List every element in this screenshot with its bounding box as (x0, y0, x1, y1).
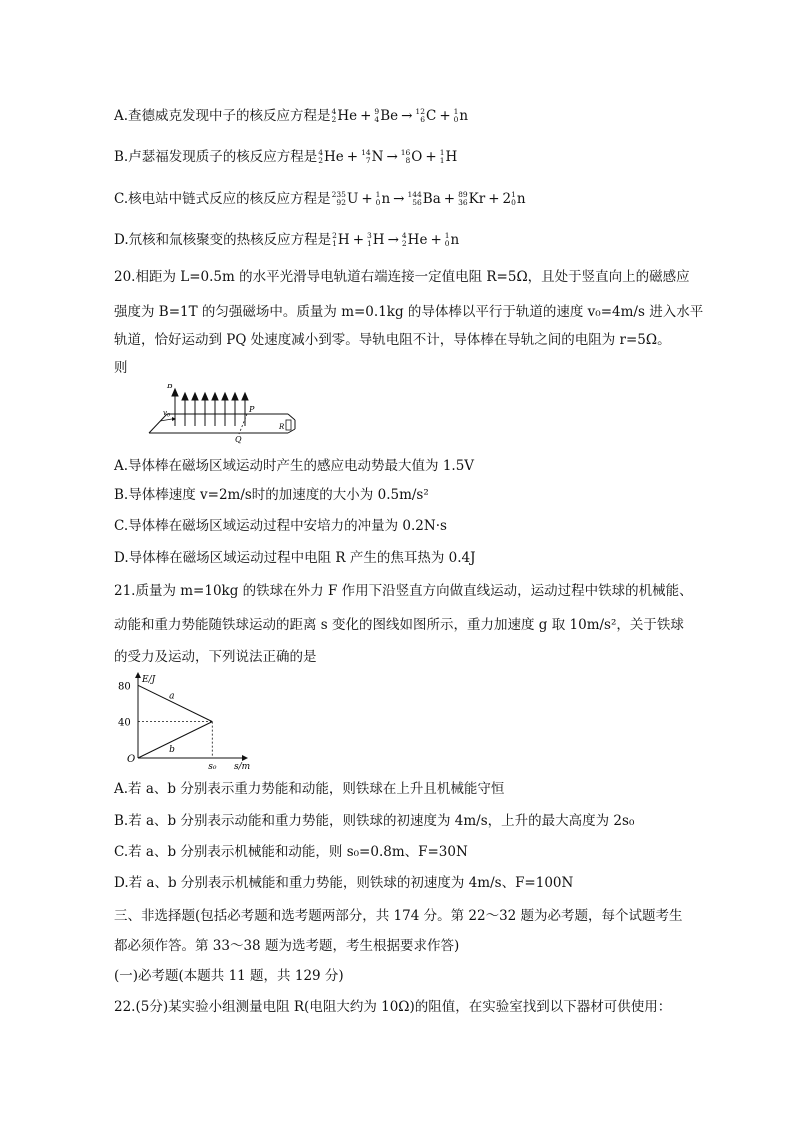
q20-fig-label-v: $v_0$ (163, 409, 171, 419)
nuclide-symbol: O (411, 149, 423, 165)
nuclide (374, 107, 398, 125)
q20-option-d: D.导体棒在磁场区域运动过程中电阻 R 产生的焦耳热为 0.4J (114, 550, 476, 566)
q19-option-c-text: C.核电站中链式反应的核反应方程是 (114, 191, 331, 207)
nuclide (402, 231, 428, 249)
nuclide (415, 107, 436, 125)
nuclide-symbol: n (450, 232, 460, 248)
nuclide (361, 148, 383, 166)
nuclide-mass-number: 1 (453, 106, 459, 116)
q19-option-b-equation (317, 149, 458, 165)
equation-operator: + (425, 149, 437, 165)
q19-option-d-text: D.氘核和氚核聚变的热核反应方程是 (114, 232, 332, 248)
nuclide-charge-number: 1 (332, 238, 337, 248)
q21-stem-line-3: 的受力及运动，下列说法正确的是 (114, 649, 317, 665)
q20-fig-label-q: Q (235, 435, 242, 444)
q20-fig-label-p: P (249, 405, 255, 414)
nuclide-charge-number: 6 (420, 114, 425, 124)
nuclide (407, 190, 440, 208)
y-axis-label: E/J (142, 675, 156, 685)
q20-option-c: C.导体棒在磁场区域运动过程中安培力的冲量为 0.2N·s (114, 518, 447, 534)
nuclide-charge-number: 2 (401, 238, 407, 248)
section3-line-3: (一)必考题(本题共 11 题，共 129 分) (114, 968, 344, 984)
nuclide-symbol: H (372, 232, 385, 248)
y-axis-arrow (135, 672, 141, 678)
nuclide (332, 107, 358, 125)
nuclide (401, 148, 423, 166)
q19-option-d (114, 231, 460, 249)
section3-line-1: 三、非选择题(包括必考题和选考题两部分，共 174 分。第 22～32 题为必考题，每个试题考生 (114, 908, 683, 924)
nuclide-symbol: Kr (468, 191, 486, 207)
nuclide-symbol: n (459, 108, 469, 124)
nuclide-charge-number: 0 (453, 114, 459, 124)
nuclide (376, 190, 390, 208)
q21-energy-chart (110, 672, 260, 772)
nuclide-mass-number: 1 (444, 230, 450, 240)
nuclide (440, 148, 458, 166)
nuclide-charge-number: 0 (511, 197, 516, 207)
equation-operator: → (393, 191, 405, 207)
nuclide-symbol: H (337, 232, 350, 248)
x-axis-arrow (242, 755, 248, 761)
nuclide (458, 190, 485, 208)
nuclide-symbol: N (371, 149, 384, 165)
q19-option-d-equation (331, 232, 460, 248)
q20-option-b: B.导体棒速度 v=2m/s时的加速度的大小为 0.5m/s² (114, 487, 429, 503)
q20-stem-line-3: 轨道，恰好运动到 PQ 处速度减小到零。导轨电阻不计，导体棒在导轨之间的电阻为 r=5Ω。 (114, 332, 671, 348)
nuclide-mass-number: 4 (401, 230, 407, 240)
series-label-b: b (169, 744, 175, 755)
q20-stem-line-2: 强度为 B=1T 的匀强磁场中。质量为 m=0.1kg 的导体棒以平行于轨道的速度 v₀=4m/s 进入水平 (114, 304, 704, 320)
q21-option-d: D.若 a、b 分别表示机械能和重力势能，则铁球的初速度为 4m/s、F=100N (114, 875, 574, 891)
nuclide-charge-number: 2 (331, 114, 337, 124)
q19-option-a-text: A.查德威克发现中子的核反应方程是 (114, 108, 331, 124)
nuclide-mass-number: 1 (439, 147, 445, 157)
q21-option-c: C.若 a、b 分别表示机械能和动能，则 s₀=0.8m、F=30N (114, 844, 468, 860)
nuclide-mass-number: 1 (511, 189, 516, 199)
series-line-b (138, 722, 212, 758)
nuclide-charge-number: 0 (375, 197, 381, 207)
nuclide (332, 190, 359, 208)
y-tick-label: 40 (118, 717, 131, 729)
section3-line-4: 22.(5分)某实验小组测量电阻 R(电阻大约为 10Ω)的阻值，在实验室找到以下器材可供使用： (114, 999, 672, 1015)
nuclide-mass-number: 16 (400, 147, 411, 157)
series-label-a: a (169, 691, 175, 702)
nuclide-symbol: He (324, 149, 344, 165)
equation-operator: + (346, 149, 359, 165)
nuclide-mass-number: 4 (331, 106, 337, 116)
nuclide-charge-number: 56 (412, 197, 422, 207)
nuclide-symbol: C (425, 108, 437, 124)
q19-option-b (114, 148, 458, 166)
nuclide-charge-number: 1 (367, 238, 372, 248)
x-axis-label: s/m (234, 762, 251, 772)
nuclide-charge-number: 2 (318, 155, 323, 165)
q19-option-a-equation (331, 108, 470, 124)
q21-stem-line-2: 动能和重力势能随铁球运动的距离 s 变化的图线如图所示，重力加速度 g 取 10m/s²，关于铁球 (114, 617, 684, 633)
q19-option-b-text: B.卢瑟福发现质子的核反应方程是 (114, 149, 318, 165)
q21-option-b: B.若 a、b 分别表示动能和重力势能，则铁球的初速度为 4m/s，上升的最大高度为 2s₀ (114, 813, 635, 829)
q21-stem-line-1: 21.质量为 m=10kg 的铁球在外力 F 作用下沿竖直方向做直线运动，运动过程中铁球的机械能、 (114, 583, 693, 599)
q20-option-a: A.导体棒在磁场区域运动时产生的感应电动势最大值为 1.5V (114, 458, 475, 474)
equation-operator: + (488, 191, 500, 207)
nuclide-charge-number: 92 (336, 197, 346, 207)
nuclide (332, 231, 350, 249)
nuclide (318, 148, 344, 166)
nuclide-symbol: He (337, 108, 358, 124)
nuclide (367, 231, 385, 249)
nuclide-symbol: n (381, 191, 391, 207)
nuclide-charge-number: 0 (444, 238, 450, 248)
origin-label: O (127, 754, 136, 765)
nuclide-charge-number: 36 (458, 197, 468, 207)
nuclide-mass-number: 12 (415, 106, 425, 116)
q19-option-c-equation (331, 191, 527, 207)
q19-option-a (114, 107, 469, 125)
nuclide-symbol: U (346, 191, 359, 207)
nuclide-symbol: Ba (422, 191, 441, 207)
series-line-a (138, 685, 212, 721)
nuclide-charge-number: 4 (374, 114, 380, 124)
equation-operator: + (360, 108, 372, 124)
nuclide-mass-number: 89 (458, 189, 468, 199)
nuclide-coefficient: 2 (502, 191, 512, 207)
equation-operator: + (439, 108, 451, 124)
nuclide-symbol: He (407, 232, 428, 248)
equation-operator: + (352, 232, 365, 248)
q20-fig-label-b: B (167, 384, 173, 390)
nuclide-symbol: n (516, 191, 526, 207)
nuclide-mass-number: 235 (331, 189, 346, 199)
nuclide-mass-number: 14 (361, 147, 371, 157)
nuclide (503, 190, 526, 208)
section3-line-2: 都必须作答。第 33～38 题为选考题，考生根据要求作答) (114, 938, 460, 954)
nuclide (454, 107, 468, 125)
equation-operator: + (361, 191, 373, 207)
q20-fig-label-r: R (279, 423, 285, 431)
nuclide-mass-number: 144 (407, 189, 422, 199)
nuclide-mass-number: 1 (375, 189, 381, 199)
equation-operator: + (430, 232, 442, 248)
nuclide-mass-number: 4 (318, 147, 323, 157)
nuclide-charge-number: 7 (365, 155, 371, 165)
y-tick-label: 80 (118, 681, 131, 693)
q20-stem-line-4: 则 (114, 360, 128, 376)
nuclide-symbol: H (445, 149, 458, 165)
nuclide-mass-number: 3 (367, 230, 372, 240)
equation-operator: → (386, 149, 398, 165)
nuclide-symbol: Be (380, 108, 399, 124)
equation-operator: + (443, 191, 456, 207)
q19-option-c (114, 190, 527, 208)
equation-operator: → (387, 232, 399, 248)
x-tick-label: s₀ (208, 762, 217, 772)
q20-stem-line-1: 20.相距为 L=0.5m 的水平光滑导电轨道右端连接一定值电阻 R=5Ω，且处于竖直向上的磁感应 (114, 269, 690, 285)
equation-operator: → (401, 108, 413, 124)
nuclide (445, 231, 459, 249)
q20-rail-figure (145, 384, 305, 444)
q21-option-a: A.若 a、b 分别表示重力势能和动能，则铁球在上升且机械能守恒 (114, 781, 505, 797)
nuclide-mass-number: 9 (374, 106, 380, 116)
nuclide-mass-number: 2 (332, 230, 337, 240)
nuclide-charge-number: 8 (405, 155, 411, 165)
nuclide-charge-number: 1 (439, 155, 445, 165)
